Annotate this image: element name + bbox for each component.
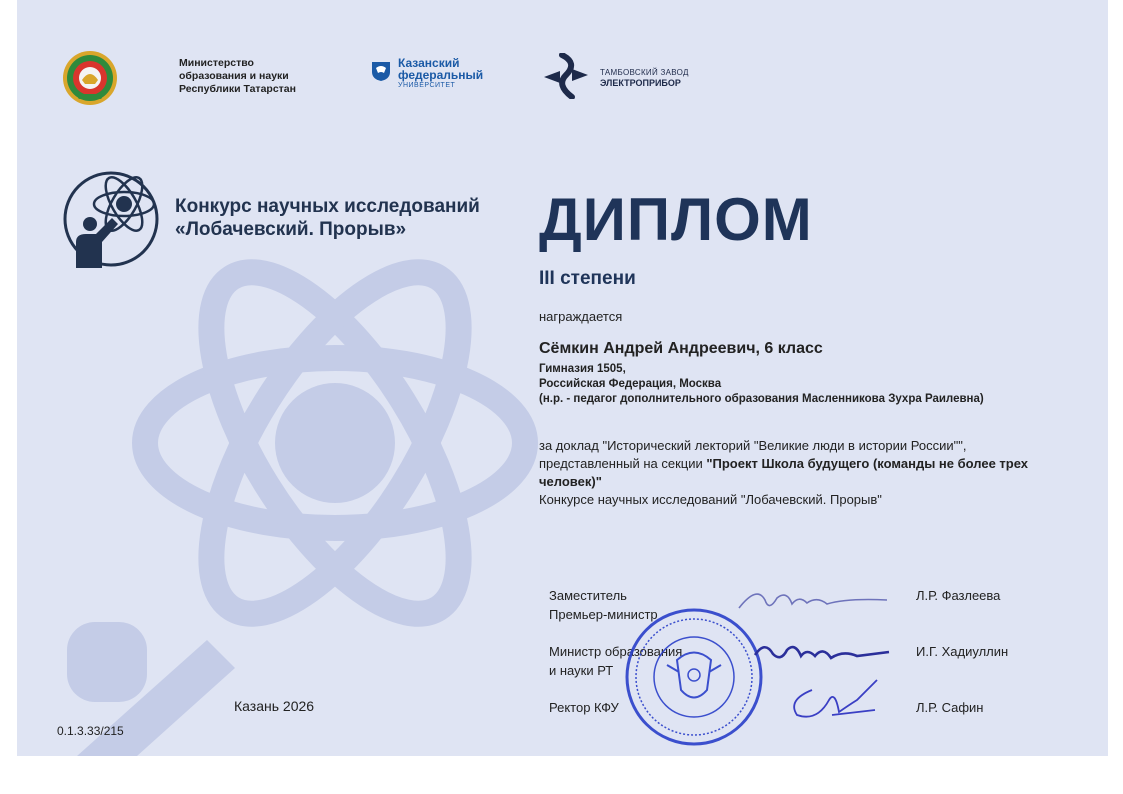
- official-stamp: [627, 610, 761, 744]
- report-line-1: за доклад "Исторический лекторий "Великие люди в истории России"",: [539, 438, 967, 453]
- report-section: "Проект Школа будущего (команды не более трех человек)": [539, 456, 1029, 489]
- ministry-line-3: Республики Татарстан: [179, 83, 296, 95]
- signatory-1-position-line-2: Премьер-министр: [549, 607, 658, 622]
- ministry-line-2: образования и науки: [179, 70, 289, 82]
- signatory-2-position-line-2: и науки РТ: [549, 663, 614, 678]
- signature-2: [755, 647, 889, 658]
- signatory-1-name: Л.Р. Фазлеева: [916, 588, 1001, 603]
- signatory-2-position-line-1: Министр образования: [549, 644, 683, 659]
- document-code: 0.1.3.33/215: [57, 724, 124, 738]
- signatory-3-position-line-1: Ректор КФУ: [549, 700, 619, 715]
- signatures-layer: [17, 0, 1108, 756]
- signatory-1-position-line-1: Заместитель: [549, 588, 627, 603]
- diploma-title: ДИПЛОМ: [539, 186, 813, 253]
- diploma-degree: III степени: [539, 268, 636, 289]
- signatory-3-name: Л.Р. Сафин: [916, 700, 984, 715]
- signature-1: [739, 594, 887, 608]
- kfu-line-2: федеральный: [398, 68, 484, 82]
- diploma-sheet: [17, 0, 1108, 756]
- signatory-2-name: И.Г. Хадиуллин: [916, 644, 1009, 659]
- report-prefix: представленный на секции: [539, 456, 707, 471]
- location: Российская Федерация, Москва: [539, 378, 722, 390]
- plant-line-1: ТАМБОВСКИЙ ЗАВОД: [600, 68, 689, 77]
- plant-line-2: ЭЛЕКТРОПРИБОР: [600, 78, 681, 88]
- kfu-line-1: Казанский: [398, 56, 460, 70]
- teacher: (н.р. - педагог дополнительного образования Масленникова Зухра Раилевна): [539, 393, 984, 405]
- school: Гимназия 1505,: [539, 363, 626, 375]
- ministry-line-1: Министерство: [179, 57, 254, 69]
- recipient-name: Сёмкин Андрей Андреевич, 6 класс: [539, 340, 823, 357]
- contest-name-line-2: «Лобачевский. Прорыв»: [175, 219, 407, 240]
- city-year: Казань 2026: [234, 698, 315, 714]
- contest-name-line-1: Конкурс научных исследований: [175, 196, 480, 217]
- report-line-3: Конкурсе научных исследований "Лобачевский. Прорыв": [539, 492, 882, 507]
- signature-3: [794, 680, 877, 717]
- awarded-label: награждается: [539, 309, 623, 324]
- kfu-sub: УНИВЕРСИТЕТ: [398, 82, 456, 89]
